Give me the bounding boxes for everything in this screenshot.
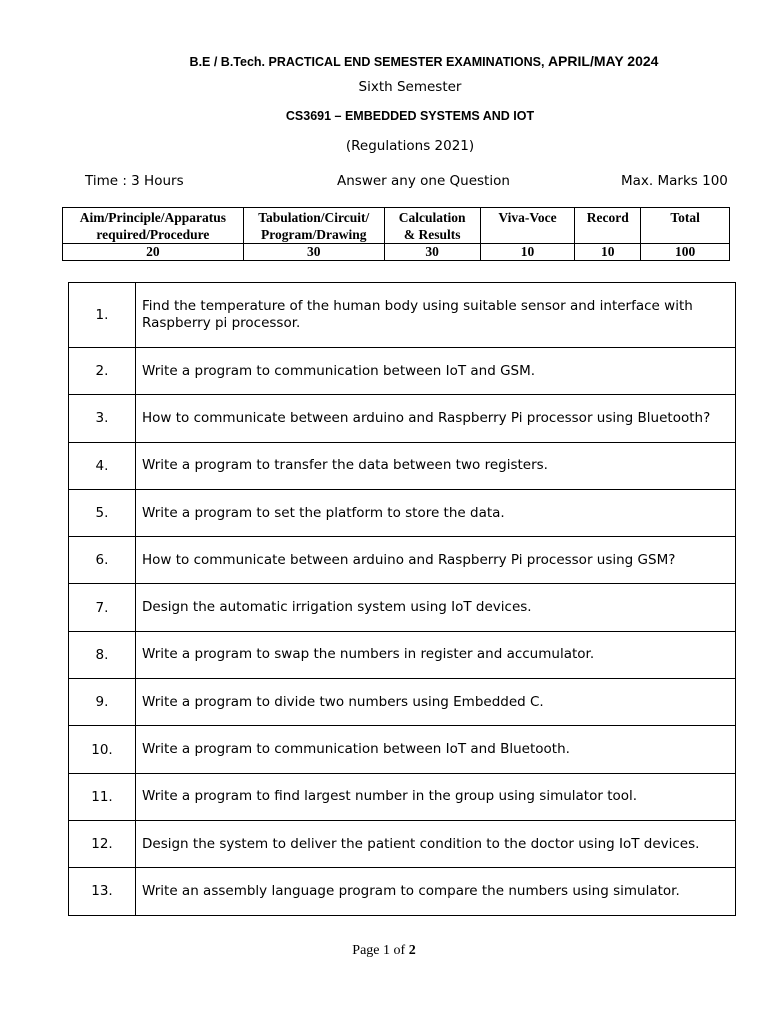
question-text: Write a program to find largest number in the group using simulator tool. xyxy=(136,773,736,820)
question-text: Write a program to set the platform to store the data. xyxy=(136,489,736,536)
question-row xyxy=(69,537,736,584)
question-number: 11. xyxy=(69,773,136,820)
marks-header-viva: Viva-Voce xyxy=(480,208,575,244)
marks-distribution-table xyxy=(62,207,730,261)
question-text: Design the system to deliver the patient condition to the doctor using IoT devices. xyxy=(136,820,736,867)
question-number: 10. xyxy=(69,726,136,773)
marks-value-total: 100 xyxy=(641,244,730,261)
question-number: 8. xyxy=(69,631,136,678)
marks-header-tabulation: Tabulation/Circuit/ Program/Drawing xyxy=(243,208,384,244)
marks-header-row xyxy=(63,208,730,244)
page-current: 1 xyxy=(383,943,391,958)
question-row xyxy=(69,283,736,348)
marks-header-record: Record xyxy=(575,208,641,244)
exam-title-text: B.E / B.Tech. PRACTICAL END SEMESTER EXAMINATIONS, xyxy=(189,55,545,69)
question-row xyxy=(69,395,736,442)
question-text: Write a program to communication between IoT and Bluetooth. xyxy=(136,726,736,773)
question-text: Design the automatic irrigation system using IoT devices. xyxy=(136,584,736,631)
question-row xyxy=(69,679,736,726)
regulations: (Regulations 2021) xyxy=(345,138,475,154)
marks-value-viva: 10 xyxy=(480,244,575,261)
marks-value-record: 10 xyxy=(575,244,641,261)
semester: Sixth Semester xyxy=(358,79,462,95)
question-text: Write a program to transfer the data between two registers. xyxy=(136,442,736,489)
question-text: Write a program to swap the numbers in register and accumulator. xyxy=(136,631,736,678)
question-row xyxy=(69,631,736,678)
exam-duration: Time : 3 Hours xyxy=(85,173,184,189)
course-title: CS3691 – EMBEDDED SYSTEMS AND IOT xyxy=(285,109,535,123)
question-number: 1. xyxy=(69,283,136,348)
question-number: 9. xyxy=(69,679,136,726)
question-text: Write a program to divide two numbers using Embedded C. xyxy=(136,679,736,726)
question-text: How to communicate between arduino and Raspberry Pi processor using Bluetooth? xyxy=(136,395,736,442)
questions-table xyxy=(68,282,736,916)
page-label: Page xyxy=(352,943,380,958)
question-text: How to communicate between arduino and Raspberry Pi processor using GSM? xyxy=(136,537,736,584)
question-text: Write an assembly language program to compare the numbers using simulator. xyxy=(136,868,736,915)
question-row xyxy=(69,868,736,915)
question-row xyxy=(69,584,736,631)
question-number: 5. xyxy=(69,489,136,536)
exam-title xyxy=(40,53,768,69)
question-text: Write a program to communication between IoT and GSM. xyxy=(136,348,736,395)
marks-value-calculation: 30 xyxy=(384,244,480,261)
question-number: 6. xyxy=(69,537,136,584)
question-row xyxy=(69,820,736,867)
question-number: 3. xyxy=(69,395,136,442)
question-number: 13. xyxy=(69,868,136,915)
max-marks: Max. Marks 100 xyxy=(621,173,728,189)
marks-value-aim: 20 xyxy=(63,244,244,261)
question-row xyxy=(69,773,736,820)
marks-values-row xyxy=(63,244,730,261)
page-footer xyxy=(0,943,768,959)
question-row xyxy=(69,442,736,489)
question-row xyxy=(69,726,736,773)
question-number: 7. xyxy=(69,584,136,631)
question-row xyxy=(69,348,736,395)
question-row xyxy=(69,489,736,536)
question-number: 2. xyxy=(69,348,136,395)
marks-header-calculation: Calculation & Results xyxy=(384,208,480,244)
marks-header-total: Total xyxy=(641,208,730,244)
of-label: of xyxy=(393,943,406,958)
question-text: Find the temperature of the human body using suitable sensor and interface with Raspberry pi processor. xyxy=(136,283,736,348)
marks-value-tabulation: 30 xyxy=(243,244,384,261)
question-number: 12. xyxy=(69,820,136,867)
exam-instruction: Answer any one Question xyxy=(337,173,510,189)
question-number: 4. xyxy=(69,442,136,489)
page-total: 2 xyxy=(408,943,416,958)
exam-session: APRIL/MAY 2024 xyxy=(547,53,659,69)
marks-header-aim: Aim/Principle/Apparatus required/Procedure xyxy=(63,208,244,244)
